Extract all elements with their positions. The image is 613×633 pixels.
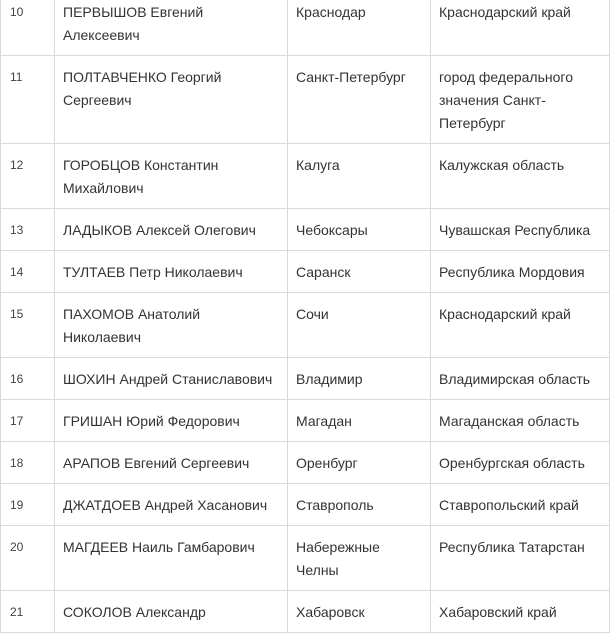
region: Республика Татарстан xyxy=(431,526,610,591)
row-number: 20 xyxy=(1,526,55,591)
row-number: 15 xyxy=(1,293,55,358)
region: Владимирская область xyxy=(431,358,610,400)
city: Владимир xyxy=(288,358,431,400)
person-name: ПЕРВЫШОВ Евгений Алексеевич xyxy=(55,0,288,56)
city: Оренбург xyxy=(288,442,431,484)
city: Магадан xyxy=(288,400,431,442)
row-number: 18 xyxy=(1,442,55,484)
table-row xyxy=(1,358,610,400)
table-body xyxy=(1,0,610,633)
person-name: ЛАДЫКОВ Алексей Олегович xyxy=(55,209,288,251)
table-row xyxy=(1,442,610,484)
row-number: 17 xyxy=(1,400,55,442)
table-row xyxy=(1,484,610,526)
person-name: ГОРОБЦОВ Константин Михайлович xyxy=(55,144,288,209)
table-row xyxy=(1,56,610,144)
row-number: 21 xyxy=(1,591,55,633)
row-number: 19 xyxy=(1,484,55,526)
city: Санкт-Петербург xyxy=(288,56,431,144)
row-number: 11 xyxy=(1,56,55,144)
table-row xyxy=(1,526,610,591)
row-number: 12 xyxy=(1,144,55,209)
row-number: 14 xyxy=(1,251,55,293)
city: Краснодар xyxy=(288,0,431,56)
table-row xyxy=(1,591,610,633)
region: Ставропольский край xyxy=(431,484,610,526)
table-row xyxy=(1,0,610,56)
table-row xyxy=(1,400,610,442)
region: город федерального значения Санкт-Петербург xyxy=(431,56,610,144)
person-name: ГРИШАН Юрий Федорович xyxy=(55,400,288,442)
region: Чувашская Республика xyxy=(431,209,610,251)
table-row xyxy=(1,144,610,209)
region: Магаданская область xyxy=(431,400,610,442)
row-number: 13 xyxy=(1,209,55,251)
table-row xyxy=(1,209,610,251)
region: Оренбургская область xyxy=(431,442,610,484)
row-number: 16 xyxy=(1,358,55,400)
row-number: 10 xyxy=(1,0,55,56)
person-name: СОКОЛОВ Александр xyxy=(55,591,288,633)
person-name: ТУЛТАЕВ Петр Николаевич xyxy=(55,251,288,293)
city: Саранск xyxy=(288,251,431,293)
person-name: ШОХИН Андрей Станиславович xyxy=(55,358,288,400)
region: Краснодарский край xyxy=(431,293,610,358)
city: Ставрополь xyxy=(288,484,431,526)
table-row xyxy=(1,251,610,293)
person-name: ПАХОМОВ Анатолий Николаевич xyxy=(55,293,288,358)
region: Хабаровский край xyxy=(431,591,610,633)
person-name: МАГДЕЕВ Наиль Гамбарович xyxy=(55,526,288,591)
city: Хабаровск xyxy=(288,591,431,633)
city: Калуга xyxy=(288,144,431,209)
table-row xyxy=(1,293,610,358)
region: Калужская область xyxy=(431,144,610,209)
region: Республика Мордовия xyxy=(431,251,610,293)
city: Чебоксары xyxy=(288,209,431,251)
city: Набережные Челны xyxy=(288,526,431,591)
region: Краснодарский край xyxy=(431,0,610,56)
person-name: ДЖАТДОЕВ Андрей Хасанович xyxy=(55,484,288,526)
person-name: АРАПОВ Евгений Сергеевич xyxy=(55,442,288,484)
person-name: ПОЛТАВЧЕНКО Георгий Сергеевич xyxy=(55,56,288,144)
city: Сочи xyxy=(288,293,431,358)
